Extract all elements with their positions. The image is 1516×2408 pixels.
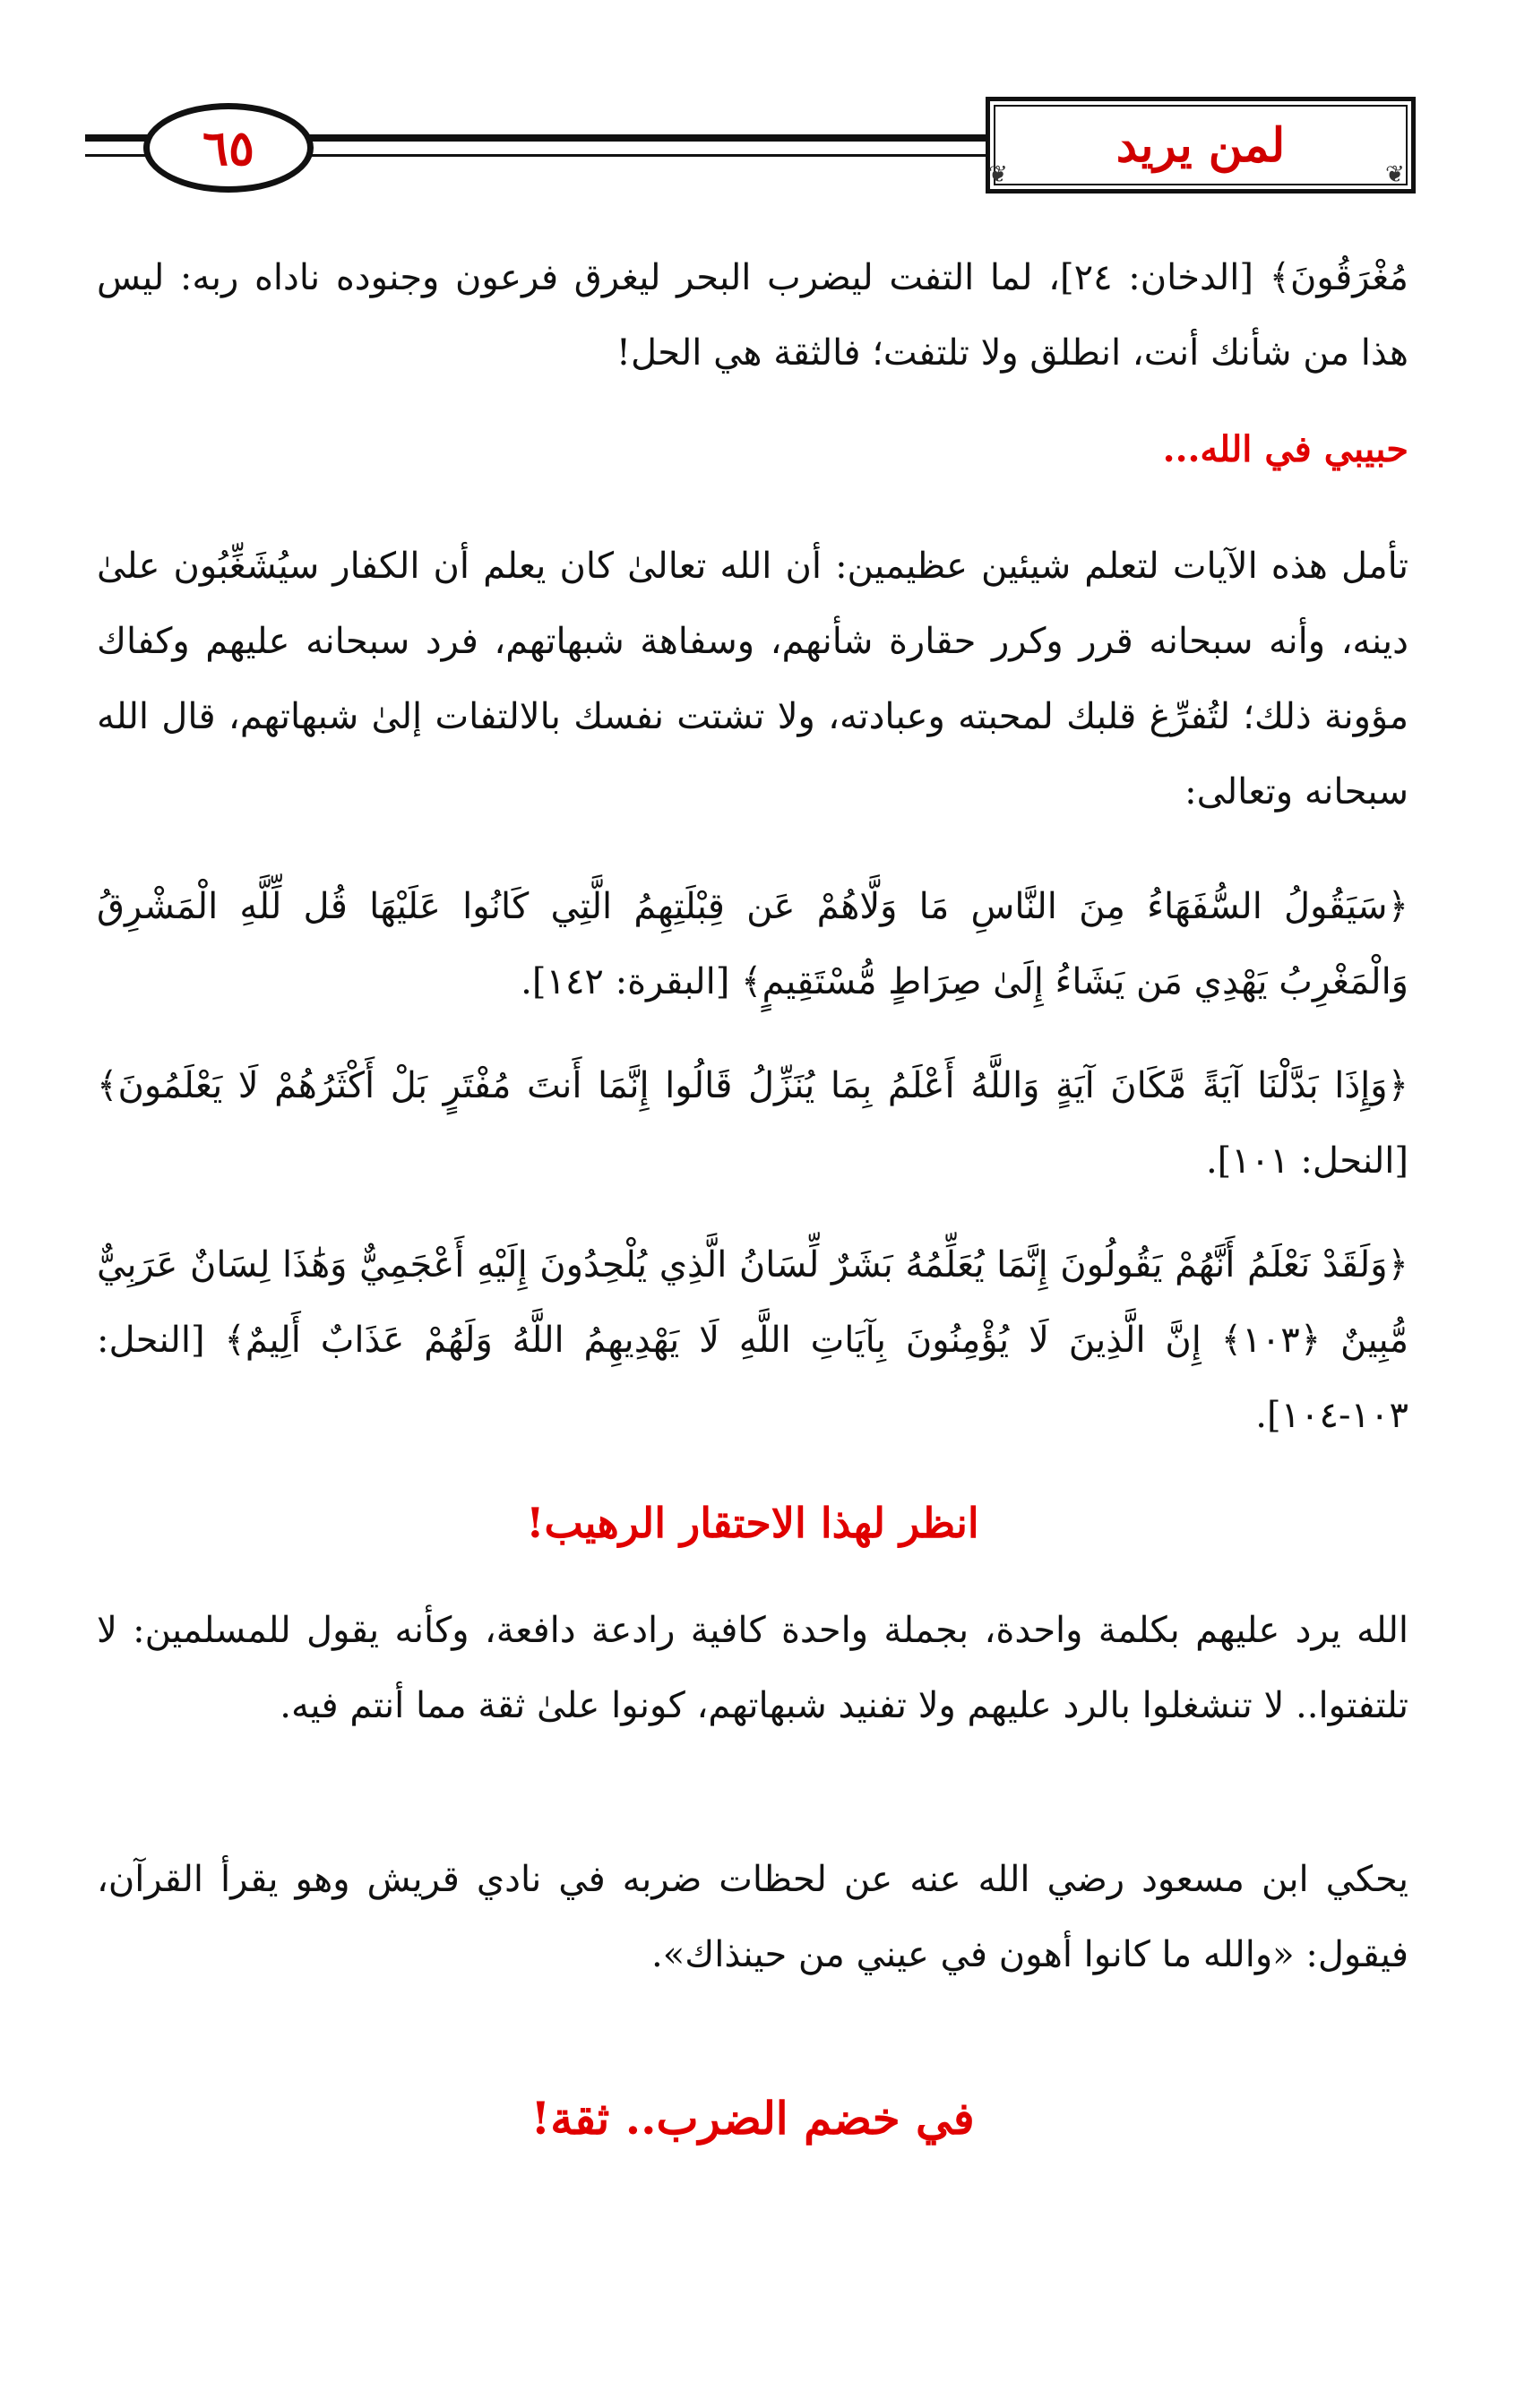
section-heading-2: انظر لهذا الاحتقار الرهيب! [526,1499,979,1547]
quran-verse-baqarah: ﴿سَيَقُولُ السُّفَهَاءُ مِنَ النَّاسِ مَا وَلَّاهُمْ عَن قِبْلَتِهِمُ الَّتِي كَانُوا عَلَيْهَا قُل لِّلَّهِ الْمَشْرِقُ وَالْمَغْرِبُ يَهْدِي مَن يَشَاءُ إِلَىٰ صِرَاطٍ مُّسْتَقِيمٍ﴾ [البقرة: ١٤٢]. [97,886,1409,1002]
paragraph-response: الله يرد عليهم بكلمة واحدة، بجملة واحدة كافية رادعة دافعة، وكأنه يقول للمسلمين: لا تلتفتوا.. لا تنشغلوا بالرد عليهم ولا تفنيد شبهاتهم، كونوا علىٰ ثقة مما أنتم فيه. [97,1610,1408,1726]
ornament-icon: ❦ [988,161,1008,188]
quran-verse-nahl-101: ﴿وَإِذَا بَدَّلْنَا آيَةً مَّكَانَ آيَةٍ وَاللَّهُ أَعْلَمُ بِمَا يُنَزِّلُ قَالُوا إِنَّمَا أَنتَ مُفْتَرٍ بَلْ أَكْثَرُهُمْ لَا يَعْلَمُونَ﴾ [النحل: ١٠١]. [97,1065,1408,1182]
quran-verse-nahl-103: ﴿وَلَقَدْ نَعْلَمُ أَنَّهُمْ يَقُولُونَ إِنَّمَا يُعَلِّمُهُ بَشَرٌ لِّسَانُ الَّذِي يُلْحِدُونَ إِلَيْهِ أَعْجَمِيٌّ وَهَٰذَا لِسَانٌ عَرَبِيٌّ مُّبِينٌ ﴿١٠٣﴾ إِنَّ الَّذِينَ لَا يُؤْمِنُونَ بِآيَاتِ اللَّهِ لَا يَهْدِيهِمُ اللَّهُ وَلَهُمْ عَذَابٌ أَلِيمٌ﴾ [النحل: ١٠٣-١٠٤]. [97,1244,1409,1436]
book-title: لمن يريد [986,97,1416,194]
paragraph-reflection: تأمل هذه الآيات لتعلم شيئين عظيمين: أن الله تعالىٰ كان يعلم أن الكفار سيُشَغِّبُون علىٰ دينه، وأنه سبحانه قرر وكرر حقارة شأنهم، وسفاهة شبهاتهم، فرد سبحانه عليهم وكفاك مؤونة ذلك؛ لتُفرِّغ قلبك لمحبته وعبادته، ولا تشتت نفسك بالالتفات إلىٰ شبهاتهم، قال الله سبحانه وتعالى: [97,546,1408,813]
section-heading-3: في خضم الضرب.. ثقة! [530,2092,975,2145]
section-heading-1: حبيبي في الله... [1162,428,1408,470]
page-number: ٦٥ [143,103,314,193]
paragraph-ibn-masud: يحكي ابن مسعود رضي الله عنه عن لحظات ضربه في نادي قريش وهو يقرأ القرآن، فيقول: «والله ما كانوا أهون في عيني من حينذاك». [97,1859,1409,1975]
paragraph-intro: مُغْرَقُونَ﴾ [الدخان: ٢٤]، لما التفت ليضرب البحر ليغرق فرعون وجنوده ناداه ربه: ليس هذا من شأنك أنت، انطلق ولا تلتفت؛ فالثقة هي الحل! [97,257,1408,374]
ornament-icon: ❦ [1385,161,1405,188]
